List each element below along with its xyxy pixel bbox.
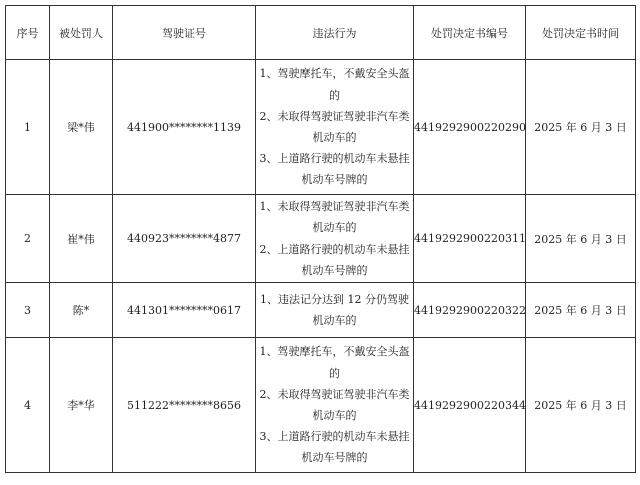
cell-seq: 4	[6, 338, 50, 473]
header-doc-no: 处罚决定书编号	[414, 6, 526, 60]
header-doc-date: 处罚决定书时间	[526, 6, 636, 60]
table-row	[6, 338, 636, 473]
header-license: 驾驶证号	[113, 6, 256, 60]
violation-item: 3、上道路行驶的机动车未悬挂机动车号牌的	[259, 152, 410, 187]
cell-doc-no: 4419292900220322	[414, 283, 526, 338]
table-row	[6, 60, 636, 195]
violation-item: 3、上道路行驶的机动车未悬挂机动车号牌的	[259, 430, 410, 465]
table-row	[6, 195, 636, 283]
table-header-row	[6, 6, 636, 60]
violation-item: 1、未取得驾驶证驾驶非汽车类机动车的	[259, 200, 410, 235]
cell-doc-date: 2025 年 6 月 3 日	[526, 338, 636, 473]
table-row	[6, 283, 636, 338]
cell-person: 陈*	[50, 283, 113, 338]
header-person: 被处罚人	[50, 6, 113, 60]
cell-license: 441900********1139	[113, 60, 256, 195]
cell-person: 崔*伟	[50, 195, 113, 283]
cell-doc-no: 4419292900220290	[414, 60, 526, 195]
violation-item: 2、未取得驾驶证驾驶非汽车类机动车的	[259, 109, 410, 144]
cell-person: 李*华	[50, 338, 113, 473]
cell-violations	[256, 338, 414, 473]
violation-item: 2、上道路行驶的机动车未悬挂机动车号牌的	[259, 242, 410, 277]
penalty-table	[5, 5, 636, 473]
cell-doc-date: 2025 年 6 月 3 日	[526, 195, 636, 283]
cell-doc-no: 4419292900220344	[414, 338, 526, 473]
cell-license: 440923********4877	[113, 195, 256, 283]
cell-doc-date: 2025 年 6 月 3 日	[526, 283, 636, 338]
cell-person: 梁*伟	[50, 60, 113, 195]
cell-seq: 1	[6, 60, 50, 195]
header-seq: 序号	[6, 6, 50, 60]
cell-violations	[256, 283, 414, 338]
cell-license: 511222********8656	[113, 338, 256, 473]
cell-doc-date: 2025 年 6 月 3 日	[526, 60, 636, 195]
violation-item: 1、驾驶摩托车，不戴安全头盔的	[259, 345, 410, 380]
cell-seq: 3	[6, 283, 50, 338]
cell-license: 441301********0617	[113, 283, 256, 338]
cell-doc-no: 4419292900220311	[414, 195, 526, 283]
violation-item: 1、驾驶摩托车，不戴安全头盔的	[259, 67, 410, 102]
header-violation: 违法行为	[256, 6, 414, 60]
violation-item: 1、违法记分达到 12 分仍驾驶机动车的	[260, 292, 409, 327]
cell-violations	[256, 60, 414, 195]
violation-item: 2、未取得驾驶证驾驶非汽车类机动车的	[259, 387, 410, 422]
cell-seq: 2	[6, 195, 50, 283]
cell-violations	[256, 195, 414, 283]
